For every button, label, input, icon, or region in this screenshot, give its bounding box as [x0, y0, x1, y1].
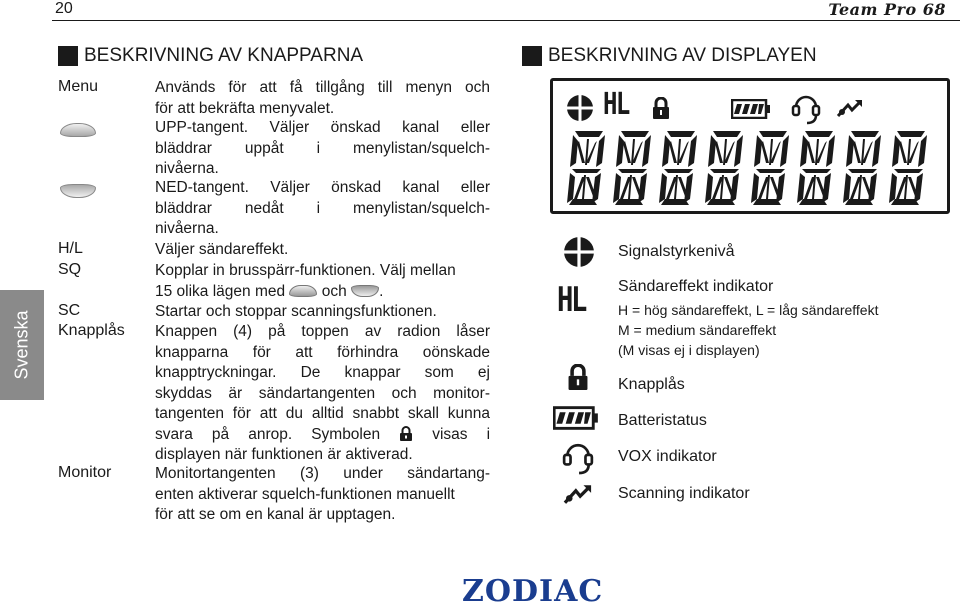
- language-tab-label: Svenska: [11, 310, 32, 380]
- lock-lcd-icon: [651, 97, 671, 119]
- desc-line: skyddas är sändartangenten och monitor-: [155, 384, 490, 402]
- desc-line-with-icon: [155, 425, 490, 446]
- zodiac-logo: ZODIAC: [462, 574, 604, 609]
- sq-text-c: .: [379, 282, 384, 300]
- brand-title: Team Pro 68: [828, 0, 946, 19]
- vox-icon: [562, 438, 594, 476]
- desc-hl: Väljer sändareffekt.: [155, 241, 289, 258]
- down-key-icon: [60, 182, 96, 200]
- desc-line: Kopplar in brusspärr-funktionen. Välj mellan: [155, 262, 456, 279]
- lcd-display: [550, 78, 950, 214]
- desc-line: Monitortangenten (3) under sändartang-: [155, 465, 490, 482]
- desc-sq: [155, 261, 490, 302]
- legend-power-detail: [618, 300, 878, 360]
- legend-lock: Knapplås: [618, 376, 685, 393]
- lock-inline-icon: [399, 426, 413, 441]
- battery-icon: [553, 406, 599, 430]
- desc-line: Knappen (4) på toppen av radion låser: [155, 323, 490, 340]
- desc-line: displayen när funktionen är aktiverad.: [155, 446, 413, 463]
- desc-down: [155, 178, 490, 240]
- signal-lcd-icon: [565, 93, 595, 123]
- segment-digits-icon: [567, 129, 937, 209]
- lock-icon: [566, 364, 590, 390]
- desc-line: knapptryckningar. De knappar som ej: [155, 364, 490, 381]
- desc-line: för att se om en kanal är upptagen.: [155, 506, 396, 523]
- desc-line: bläddrar uppåt i menylistan/squelch-: [155, 139, 490, 157]
- label-hl: H/L: [58, 240, 83, 257]
- up-key-icon: [60, 121, 96, 139]
- desc-line: NED-tangent. Väljer önskad kanal eller: [155, 179, 490, 196]
- lock-text-b: visas i: [432, 425, 491, 443]
- legend-battery: Batteristatus: [618, 412, 707, 429]
- desc-monitor: [155, 464, 490, 526]
- header-rule: [52, 20, 960, 21]
- section-title-display: BESKRIVNING AV DISPLAYEN: [548, 45, 817, 66]
- desc-line: UPP-tangent. Väljer önskad kanal eller: [155, 119, 490, 136]
- desc-line-with-keys: [155, 282, 490, 303]
- legend-vox: VOX indikator: [618, 448, 717, 465]
- desc-sc: Startar och stoppar scanningsfunktionen.: [155, 303, 437, 320]
- legend-scan: Scanning indikator: [618, 485, 750, 502]
- section-marker-left: [58, 46, 78, 66]
- label-sq: SQ: [58, 261, 82, 278]
- sq-text-a: 15 olika lägen med: [155, 282, 286, 300]
- scan-lcd-icon: [835, 97, 865, 119]
- scan-icon: [560, 482, 596, 506]
- desc-line: tangenten för att du alltid snabbt skall kunna: [155, 405, 490, 422]
- label-keylock: Knapplås: [58, 322, 125, 339]
- vox-lcd-icon: [791, 91, 821, 125]
- desc-line: nivåerna.: [155, 220, 219, 237]
- language-tab: [0, 290, 44, 400]
- hl-icon: HL: [557, 280, 585, 320]
- lock-text-a: svara på anrop. Symbolen: [155, 425, 381, 443]
- legend-power-line: M = medium sändareffekt: [618, 322, 777, 338]
- section-marker-right: [522, 46, 542, 66]
- legend-power-line: (M visas ej i displayen): [618, 342, 760, 358]
- down-key-inline-icon: [351, 285, 379, 297]
- desc-line: Används för att få tillgång till menyn och: [155, 79, 490, 96]
- power-lcd-text: HL: [603, 87, 629, 122]
- legend-power-line: H = hög sändareffekt, L = låg sändareffekt: [618, 302, 879, 318]
- legend-power: Sändareffekt indikator: [618, 278, 774, 295]
- desc-menu: [155, 78, 490, 119]
- battery-lcd-icon: [731, 99, 771, 119]
- label-monitor: Monitor: [58, 464, 112, 481]
- desc-line: enten aktiverar squelch-funktionen manuellt: [155, 485, 455, 503]
- label-menu: Menu: [58, 78, 99, 95]
- legend-signal: Signalstyrkenivå: [618, 243, 735, 260]
- desc-keylock: [155, 322, 490, 466]
- up-key-inline-icon: [289, 285, 317, 297]
- label-sc: SC: [58, 302, 81, 319]
- signal-icon: [563, 236, 595, 268]
- desc-line: bläddrar nedåt i menylistan/squelch-: [155, 199, 490, 217]
- desc-line: för att bekräfta menyvalet.: [155, 99, 335, 117]
- page-number: 20: [55, 0, 73, 17]
- desc-line: nivåerna.: [155, 160, 219, 177]
- desc-up: [155, 118, 490, 180]
- section-title-buttons: BESKRIVNING AV KNAPPARNA: [84, 45, 364, 66]
- sq-text-b: och: [321, 282, 347, 300]
- desc-line: knapparna för att förhindra oönskade: [155, 343, 490, 361]
